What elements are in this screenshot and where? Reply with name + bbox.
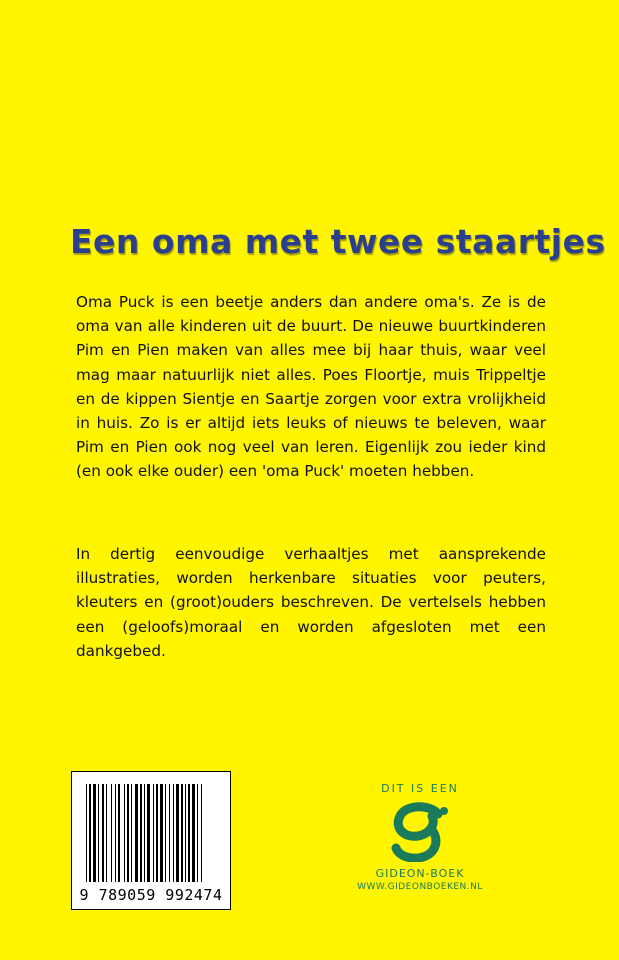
barcode-bar <box>160 784 163 882</box>
barcode-bar <box>144 784 145 882</box>
barcode-bar <box>188 784 190 882</box>
blurb-paragraph-2: In dertig eenvoudige verhaaltjes met aansprekende illustraties, worden herkenbare situaties voor peuters, kleuters en (groot)ouders beschreven. De vertelsels hebben een (geloofs)moraal en worden afgesloten met een dankgebed. <box>76 545 546 660</box>
barcode-bar <box>111 784 112 882</box>
barcode-bar <box>147 784 150 882</box>
barcode-bar <box>140 784 142 882</box>
publisher-url: WWW.GIDEONBOEKEN.NL <box>357 882 483 892</box>
barcode-bar <box>106 784 107 882</box>
barcode-bar <box>153 784 154 882</box>
barcode-bar <box>173 784 174 882</box>
barcode-bar <box>118 784 120 882</box>
publisher-tagline: DIT IS EEN <box>381 782 459 795</box>
barcode-bar <box>156 784 158 882</box>
barcode-bar <box>165 784 166 882</box>
barcode-bar <box>93 784 96 882</box>
barcode-bar <box>201 784 202 882</box>
barcode-bar <box>185 784 186 882</box>
isbn-number: 9 789059 992474 <box>79 886 223 904</box>
barcode-bar <box>181 784 183 882</box>
barcode-bar <box>98 784 99 882</box>
barcode-bar <box>127 784 129 882</box>
barcode-bar <box>102 784 104 882</box>
barcode-bar <box>124 784 125 882</box>
barcode-bar <box>89 784 91 882</box>
barcode <box>71 771 231 910</box>
barcode-bar <box>169 784 170 882</box>
g-letter-logo-icon <box>380 800 460 862</box>
barcode-bar <box>115 784 116 882</box>
book-title: Een oma met twee staartjes <box>70 222 606 261</box>
barcode-bar <box>176 784 179 882</box>
barcode-bar <box>135 784 138 882</box>
barcode-bar <box>131 784 132 882</box>
barcode-bar <box>86 784 87 882</box>
publisher-name: GIDEON-BOEK <box>375 867 465 880</box>
barcode-bar <box>192 784 195 882</box>
barcode-bar <box>197 784 198 882</box>
blurb-paragraph-1: Oma Puck is een beetje anders dan andere oma's. Ze is de oma van alle kinderen uit de buurt. De nieuwe buurtkinderen Pim en Pien maken van alles mee bij haar thuis, waar veel mag maar natuurlijk niet alles. Poes Floortje, muis Trippeltje en de kippen Sientje en Saartje zorgen voor extra vrolijkheid in huis. Zo is er altijd iets leuks of nieuws te beleven, waar Pim en Pien ook nog veel van leren. Eigenlijk zou ieder kind (en ook elke ouder) een 'oma Puck' moeten hebben. <box>76 293 546 481</box>
